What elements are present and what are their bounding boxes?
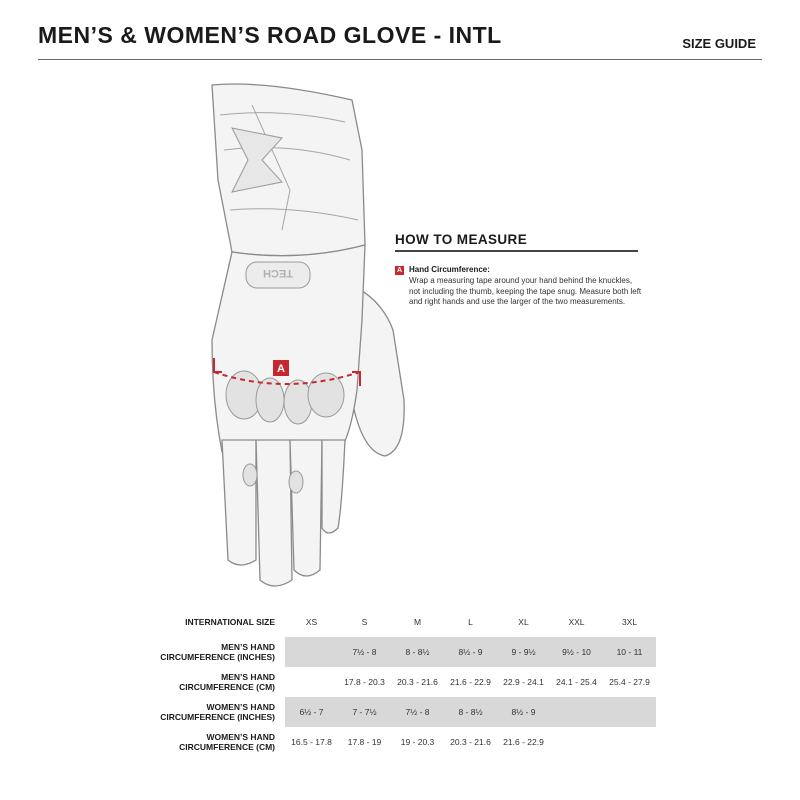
- glove-finger-1: [222, 440, 256, 565]
- size-xxl: XXL: [568, 617, 585, 627]
- table-cell: 8½ - 9: [497, 697, 550, 727]
- hand-circumference-text: Wrap a measuring tape around your hand behind the knuckles, not including the thumb, keeping the tape snug. Measure both left and right hands and use the larger of the two measurements.: [409, 276, 642, 306]
- size-s: S: [361, 617, 368, 627]
- table-cell: 7 - 7½: [338, 697, 391, 727]
- row-label: WOMEN’S HAND CIRCUMFERENCE (CM): [179, 732, 275, 752]
- table-cell: 8½ - 9: [444, 637, 497, 667]
- table-cell: 8 - 8½: [391, 637, 444, 667]
- table-cell: 22.9 - 24.1: [503, 677, 544, 687]
- table-cell: 9 - 9½: [497, 637, 550, 667]
- header-label: INTERNATIONAL SIZE: [185, 617, 275, 627]
- glove-brand-text: TECH: [263, 267, 293, 279]
- table-cell: 8 - 8½: [444, 697, 497, 727]
- size-l: L: [468, 617, 473, 627]
- table-row: [150, 637, 656, 667]
- table-cell: [550, 727, 603, 757]
- size-xl: XL: [518, 617, 529, 627]
- size-xs: XS: [305, 617, 318, 627]
- how-to-measure-title: HOW TO MEASURE: [395, 232, 528, 247]
- glove-finger-2: [256, 440, 292, 586]
- table-row: [150, 727, 656, 757]
- glove-finger-4: [322, 440, 345, 533]
- marker-a-label: A: [277, 363, 285, 375]
- hand-circumference-badge: A: [396, 267, 403, 274]
- row-label: MEN’S HAND CIRCUMFERENCE (CM): [179, 672, 275, 692]
- table-cell: 24.1 - 25.4: [556, 677, 597, 687]
- table-cell: 21.6 - 22.9: [503, 737, 544, 747]
- table-row: [150, 667, 656, 697]
- how-to-measure-divider: [395, 250, 638, 252]
- table-cell: 17.8 - 19: [347, 737, 382, 747]
- table-cell: 7½ - 8: [391, 697, 444, 727]
- table-cell: [285, 637, 338, 667]
- table-cell: 20.3 - 21.6: [397, 677, 438, 687]
- table-cell: 20.3 - 21.6: [450, 737, 491, 747]
- table-cell: 17.8 - 20.3: [344, 677, 385, 687]
- page-title: MEN’S & WOMEN’S ROAD GLOVE - INTL: [38, 22, 502, 48]
- glove-cuff: [212, 84, 365, 256]
- glove-finger-3: [290, 440, 322, 576]
- table-cell: [603, 697, 656, 727]
- header-divider: [38, 59, 762, 60]
- size-table: [150, 607, 656, 757]
- hand-circumference-title: Hand Circumference:: [409, 265, 490, 274]
- size-3xl: 3XL: [621, 617, 638, 627]
- row-label: MEN’S HAND CIRCUMFERENCE (INCHES): [160, 642, 275, 662]
- table-cell: 9½ - 10: [550, 637, 603, 667]
- table-cell: 7½ - 8: [338, 637, 391, 667]
- table-cell: [550, 697, 603, 727]
- table-cell: 21.6 - 22.9: [450, 677, 491, 687]
- glove-illustration: [150, 75, 450, 595]
- table-cell: 16.5 - 17.8: [291, 737, 332, 747]
- table-cell: 19 - 20.3: [400, 737, 435, 747]
- table-header-row: [150, 607, 656, 637]
- table-cell: 10 - 11: [603, 637, 656, 667]
- table-cell: 6½ - 7: [285, 697, 338, 727]
- row-label: WOMEN’S HAND CIRCUMFERENCE (INCHES): [160, 702, 275, 722]
- size-m: M: [413, 617, 422, 627]
- size-guide-label: SIZE GUIDE: [682, 36, 756, 51]
- table-cell: 25.4 - 27.9: [609, 677, 650, 687]
- table-row: [150, 697, 656, 727]
- table-cell: [603, 727, 656, 757]
- table-cell: [285, 667, 338, 697]
